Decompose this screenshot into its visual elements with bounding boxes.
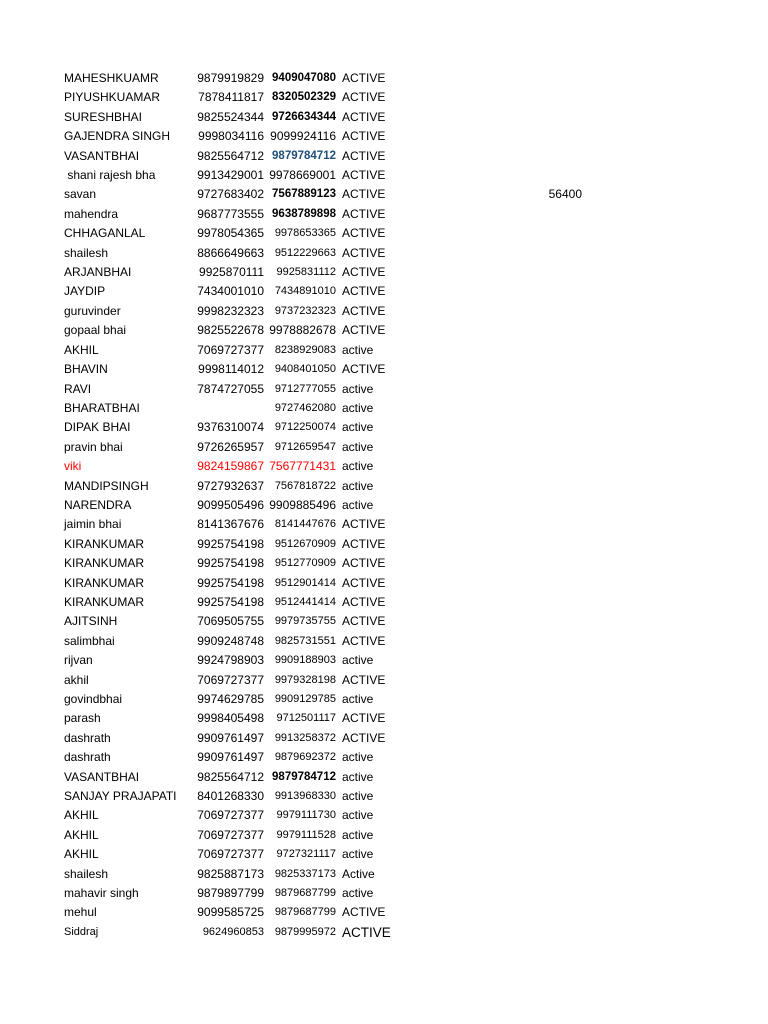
primary-phone: 7069727377 xyxy=(197,827,264,842)
table-row xyxy=(0,244,768,263)
contact-name: RAVI xyxy=(64,381,92,396)
status-text: ACTIVE xyxy=(342,575,386,590)
status-text: active xyxy=(342,808,374,823)
contact-name: CHHAGANLAL xyxy=(64,226,146,241)
table-row xyxy=(0,360,768,379)
contact-name: AJITSINH xyxy=(64,614,118,629)
table-row xyxy=(0,787,768,806)
table-row xyxy=(0,88,768,107)
contact-name: JAYDIP xyxy=(64,284,106,299)
alternate-phone: 9979111730 xyxy=(276,809,336,822)
primary-phone: 9099585725 xyxy=(197,905,264,920)
table-row xyxy=(0,748,768,767)
alternate-phone: 9726634344 xyxy=(272,110,336,123)
status-text: active xyxy=(342,439,374,454)
table-row xyxy=(0,593,768,612)
status-text: active xyxy=(342,459,374,474)
status-text: ACTIVE xyxy=(342,614,386,629)
table-row xyxy=(0,147,768,166)
table-row xyxy=(0,127,768,146)
contact-name: AKHIL xyxy=(64,827,99,842)
contact-name: gopaal bhai xyxy=(64,323,127,338)
status-text: active xyxy=(342,478,374,493)
alternate-phone: 9512770909 xyxy=(274,557,336,570)
status-text: active xyxy=(342,750,374,765)
table-row xyxy=(0,574,768,593)
alternate-phone: 9879687799 xyxy=(274,906,336,919)
contact-sheet xyxy=(0,69,768,942)
alternate-phone: 9512441414 xyxy=(274,595,336,608)
contact-name: PIYUSHKUAMAR xyxy=(64,90,161,105)
primary-phone: 9925754198 xyxy=(197,536,264,551)
alternate-phone: 9978669001 xyxy=(269,168,336,183)
status-text: ACTIVE xyxy=(342,730,386,745)
table-row xyxy=(0,806,768,825)
primary-phone: 7434001010 xyxy=(197,284,264,299)
primary-phone: 9998405498 xyxy=(197,711,264,726)
alternate-phone: 7567889123 xyxy=(272,188,336,201)
status-text: ACTIVE xyxy=(342,265,386,280)
alternate-phone: 9925831112 xyxy=(276,266,336,279)
contact-name: mehul xyxy=(64,905,97,920)
contact-name: DIPAK BHAI xyxy=(64,420,131,435)
status-text: ACTIVE xyxy=(342,187,386,202)
table-row xyxy=(0,826,768,845)
table-row xyxy=(0,554,768,573)
primary-phone: 7069727377 xyxy=(197,847,264,862)
status-text: ACTIVE xyxy=(342,633,386,648)
status-text: ACTIVE xyxy=(342,90,386,105)
table-row xyxy=(0,418,768,437)
alternate-phone: 9979111528 xyxy=(276,828,336,841)
primary-phone: 9824159867 xyxy=(197,459,264,474)
alternate-phone: 9512229663 xyxy=(274,246,336,259)
status-text: active xyxy=(342,789,374,804)
primary-phone: 9909761497 xyxy=(197,750,264,765)
table-row xyxy=(0,185,768,204)
contact-name: viki xyxy=(64,459,82,474)
status-text: ACTIVE xyxy=(342,594,386,609)
status-text: ACTIVE xyxy=(342,226,386,241)
alternate-phone: 9408401050 xyxy=(274,363,336,376)
status-text: ACTIVE xyxy=(342,168,386,183)
alternate-phone: 9909885496 xyxy=(269,497,336,512)
status-text: active xyxy=(342,827,374,842)
table-row xyxy=(0,438,768,457)
alternate-phone: 8320502329 xyxy=(272,91,336,104)
contact-name: VASANTBHAI xyxy=(64,148,140,163)
primary-phone: 7878411817 xyxy=(198,90,264,105)
status-text: ACTIVE xyxy=(342,303,386,318)
table-row xyxy=(0,302,768,321)
alternate-phone: 9879995972 xyxy=(274,925,336,938)
primary-phone: 9825524344 xyxy=(197,109,264,124)
alternate-phone: 9712501117 xyxy=(276,712,336,725)
primary-phone: 7069727377 xyxy=(197,808,264,823)
primary-phone: 7069505755 xyxy=(197,614,264,629)
primary-phone: 9825522678 xyxy=(197,323,264,338)
status-text: active xyxy=(342,400,374,415)
table-row xyxy=(0,923,768,942)
contact-name: NARENDRA xyxy=(64,497,132,512)
primary-phone: 9879919829 xyxy=(197,71,264,85)
primary-phone: 9978054365 xyxy=(197,226,264,241)
table-row xyxy=(0,515,768,534)
contact-name: KIRANKUMAR xyxy=(64,594,145,609)
table-row xyxy=(0,477,768,496)
alternate-phone: 9879784712 xyxy=(272,770,336,783)
table-row xyxy=(0,224,768,243)
contact-name: shailesh xyxy=(64,866,109,881)
table-row xyxy=(0,108,768,127)
primary-phone: 9998232323 xyxy=(197,303,264,318)
contact-name: pravin bhai xyxy=(64,439,123,454)
contact-name: salimbhai xyxy=(64,633,115,648)
primary-phone: 9687773555 xyxy=(197,206,264,221)
table-row xyxy=(0,380,768,399)
contact-name: VASANTBHAI xyxy=(64,769,140,784)
primary-phone: 9727683402 xyxy=(197,187,264,202)
contact-name: BHARATBHAI xyxy=(64,400,140,415)
contact-name: AKHIL xyxy=(64,342,99,357)
table-row xyxy=(0,768,768,787)
primary-phone: 9624960853 xyxy=(202,925,264,938)
alternate-phone: 9712250074 xyxy=(274,421,336,434)
status-text: active xyxy=(342,342,374,357)
contact-name: SANJAY PRAJAPATI xyxy=(64,789,177,804)
status-text: ACTIVE xyxy=(342,362,386,377)
contact-name: KIRANKUMAR xyxy=(64,575,145,590)
primary-phone: 9998114012 xyxy=(198,362,264,377)
primary-phone: 7874727055 xyxy=(197,381,264,396)
status-text: active xyxy=(342,769,374,784)
status-text: ACTIVE xyxy=(342,924,391,940)
contact-name: AKHIL xyxy=(64,808,99,823)
table-row xyxy=(0,709,768,728)
status-text: ACTIVE xyxy=(342,148,386,163)
table-row xyxy=(0,457,768,476)
status-text: active xyxy=(342,692,374,706)
table-row xyxy=(0,399,768,418)
contact-name: shani rajesh bha xyxy=(64,168,156,183)
note-value: 56400 xyxy=(548,187,582,202)
table-row xyxy=(0,321,768,340)
alternate-phone: 8238929083 xyxy=(274,343,336,356)
contact-name: rijvan xyxy=(64,653,93,668)
alternate-phone: 8141447676 xyxy=(274,518,336,531)
status-text: ACTIVE xyxy=(342,711,386,726)
status-text: active xyxy=(342,886,374,901)
alternate-phone: 9737232323 xyxy=(274,304,336,317)
alternate-phone: 9979328198 xyxy=(274,673,336,686)
contact-name: KIRANKUMAR xyxy=(64,536,145,551)
alternate-phone: 9978882678 xyxy=(269,323,336,338)
primary-phone: 8141367676 xyxy=(197,517,264,532)
status-text: ACTIVE xyxy=(342,206,386,221)
primary-phone: 8866649663 xyxy=(197,245,264,260)
primary-phone: 9099505496 xyxy=(197,497,264,512)
status-text: ACTIVE xyxy=(342,536,386,551)
primary-phone: 9974629785 xyxy=(197,692,264,706)
contact-name: SURESHBHAI xyxy=(64,109,143,124)
alternate-phone: 9409047080 xyxy=(272,72,336,84)
contact-name: guruvinder xyxy=(64,303,121,318)
primary-phone: 9909248748 xyxy=(197,633,264,648)
primary-phone: 7069727377 xyxy=(197,672,264,687)
contact-name: parash xyxy=(64,711,101,726)
table-row xyxy=(0,282,768,301)
contact-name: ARJANBHAI xyxy=(64,265,132,280)
table-row xyxy=(0,263,768,282)
table-row xyxy=(0,341,768,360)
alternate-phone: 9879784712 xyxy=(272,149,336,162)
contact-name: mahavir singh xyxy=(64,886,139,901)
alternate-phone: 9099924116 xyxy=(270,129,336,144)
table-row xyxy=(0,612,768,631)
contact-name: GAJENDRA SINGH xyxy=(64,129,171,144)
status-text: ACTIVE xyxy=(342,129,386,144)
primary-phone: 9726265957 xyxy=(197,439,264,454)
primary-phone: 9825564712 xyxy=(197,769,264,784)
contact-name: govindbhai xyxy=(64,692,123,706)
primary-phone: 7069727377 xyxy=(197,342,264,357)
alternate-phone: 9979735755 xyxy=(274,615,336,628)
primary-phone: 9925754198 xyxy=(197,556,264,571)
contact-name: KIRANKUMAR xyxy=(64,556,145,571)
primary-phone: 9825887173 xyxy=(197,866,264,881)
status-text: active xyxy=(342,497,374,512)
alternate-phone: 7567818722 xyxy=(274,479,336,492)
contact-name: MANDIPSINGH xyxy=(64,478,149,493)
table-row xyxy=(0,903,768,922)
table-row xyxy=(0,729,768,748)
status-text: ACTIVE xyxy=(342,284,386,299)
contact-name: mahendra xyxy=(64,206,119,221)
alternate-phone: 9913258372 xyxy=(274,731,336,744)
alternate-phone: 9712777055 xyxy=(274,382,336,395)
alternate-phone: 9913968330 xyxy=(274,790,336,803)
status-text: ACTIVE xyxy=(342,71,386,85)
table-row xyxy=(0,845,768,864)
primary-phone: 9913429001 xyxy=(197,168,264,183)
alternate-phone: 7567771431 xyxy=(269,459,336,474)
contact-name: savan xyxy=(64,187,97,202)
alternate-phone: 9879687799 xyxy=(274,887,336,900)
alternate-phone: 9727321117 xyxy=(276,848,336,861)
status-text: ACTIVE xyxy=(342,517,386,532)
primary-phone: 9998034116 xyxy=(198,129,264,144)
table-row xyxy=(0,69,768,88)
contact-name: dashrath xyxy=(64,750,111,765)
table-row xyxy=(0,535,768,554)
alternate-phone: 9512901414 xyxy=(274,576,336,589)
alternate-phone: 9727462080 xyxy=(274,401,336,414)
table-row xyxy=(0,205,768,224)
table-row xyxy=(0,865,768,884)
primary-phone: 9925754198 xyxy=(197,575,264,590)
primary-phone: 9376310074 xyxy=(197,420,264,435)
contact-name: Siddraj xyxy=(64,925,99,938)
alternate-phone: 9909129785 xyxy=(274,693,336,705)
primary-phone: 9925754198 xyxy=(197,594,264,609)
table-row xyxy=(0,632,768,651)
contact-name: akhil xyxy=(64,672,89,687)
status-text: active xyxy=(342,420,374,435)
status-text: Active xyxy=(342,866,375,881)
alternate-phone: 9638789898 xyxy=(272,207,336,220)
status-text: active xyxy=(342,381,374,396)
table-row xyxy=(0,651,768,670)
alternate-phone: 9879692372 xyxy=(274,751,336,764)
contact-name: dashrath xyxy=(64,730,111,745)
contact-name: AKHIL xyxy=(64,847,99,862)
contact-name: shailesh xyxy=(64,245,109,260)
status-text: ACTIVE xyxy=(342,556,386,571)
primary-phone: 9825564712 xyxy=(197,148,264,163)
primary-phone: 8401268330 xyxy=(197,789,264,804)
alternate-phone: 7434891010 xyxy=(274,285,336,298)
status-text: ACTIVE xyxy=(342,672,386,687)
primary-phone: 9879897799 xyxy=(197,886,264,901)
status-text: active xyxy=(342,653,374,668)
alternate-phone: 9909188903 xyxy=(274,654,336,667)
status-text: ACTIVE xyxy=(342,905,386,920)
status-text: ACTIVE xyxy=(342,245,386,260)
alternate-phone: 9825731551 xyxy=(274,634,336,647)
alternate-phone: 9512670909 xyxy=(274,537,336,550)
primary-phone: 9924798903 xyxy=(197,653,264,668)
table-row xyxy=(0,690,768,709)
contact-name: BHAVIN xyxy=(64,362,108,377)
table-row xyxy=(0,496,768,515)
status-text: active xyxy=(342,847,374,862)
primary-phone: 9925870111 xyxy=(199,265,264,280)
alternate-phone: 9978653365 xyxy=(274,227,336,240)
table-row xyxy=(0,884,768,903)
table-row xyxy=(0,166,768,185)
table-row xyxy=(0,671,768,690)
contact-name: jaimin bhai xyxy=(64,517,122,532)
alternate-phone: 9825337173 xyxy=(274,867,336,880)
primary-phone: 9909761497 xyxy=(197,730,264,745)
primary-phone: 9727932637 xyxy=(197,478,264,493)
contact-name: MAHESHKUAMR xyxy=(64,71,159,85)
status-text: ACTIVE xyxy=(342,323,386,338)
status-text: ACTIVE xyxy=(342,109,386,124)
alternate-phone: 9712659547 xyxy=(274,440,336,453)
